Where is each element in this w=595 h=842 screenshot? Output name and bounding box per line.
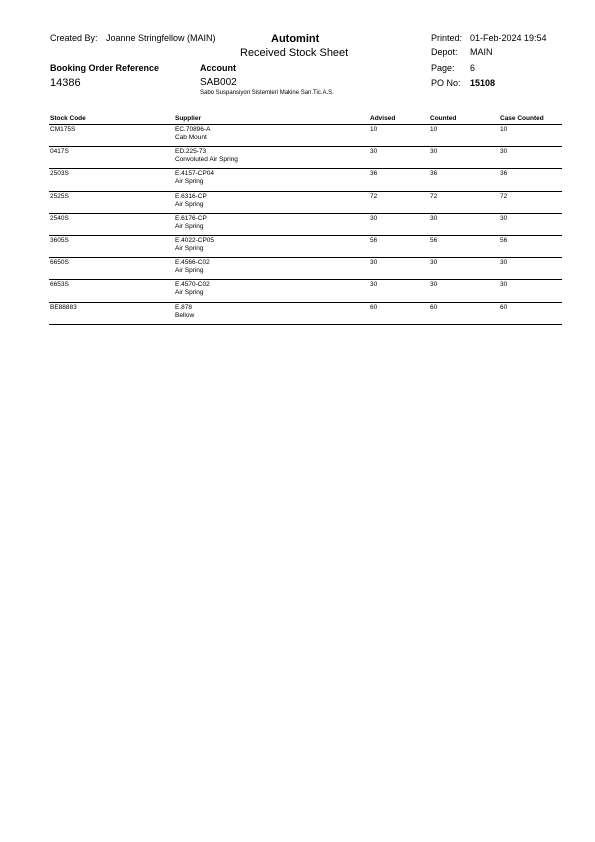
item-description: Bellow [175,311,195,319]
advised-qty: 30 [370,281,378,289]
case-counted-qty: 30 [500,148,508,156]
table-row [49,236,562,258]
account-name: Sabo Suspansiyon Sistemleri Makine San.Tic.A.S. [200,90,334,96]
col-case-counted: Case Counted [500,115,544,122]
supplier-code: E.4157-CP04 [175,170,215,178]
supplier-code: E.4566-C02 [175,259,210,267]
counted-qty: 56 [430,236,438,244]
table-row [49,280,562,302]
item-description: Convoluted Air Spring [175,156,238,164]
page-label: Page: [431,63,455,73]
stock-code: CM175S [50,126,76,133]
table-row [49,125,562,147]
stock-code: 2540S [50,214,69,222]
case-counted-qty: 10 [500,126,508,133]
created-by-value: Joanne Stringfellow (MAIN) [106,33,216,43]
printed-value: 01-Feb-2024 19:54 [470,33,547,43]
item-description: Air Spring [175,289,204,297]
stock-code: 3605S [50,236,69,244]
item-description: Air Spring [175,267,204,275]
printed-label: Printed: [431,33,463,43]
case-counted-qty: 60 [500,303,508,311]
counted-qty: 10 [430,126,438,133]
case-counted-qty: 30 [500,214,508,222]
counted-qty: 30 [430,259,438,267]
table-row [49,303,562,325]
booking-label: Booking Order Reference [50,63,160,73]
supplier-code: E.878 [175,303,192,311]
case-counted-qty: 72 [500,192,508,200]
advised-qty: 30 [370,214,378,222]
counted-qty: 72 [430,192,438,200]
counted-qty: 30 [430,281,438,289]
table-row [49,169,562,191]
advised-qty: 30 [370,148,378,156]
document-title: Received Stock Sheet [240,47,349,59]
supplier-code: E.6176-CP [175,214,207,222]
counted-qty: 60 [430,303,438,311]
case-counted-qty: 30 [500,259,508,267]
counted-qty: 30 [430,214,438,222]
item-description: Air Spring [175,178,204,186]
col-stock-code: Stock Code [50,115,86,122]
stock-table [49,114,562,325]
col-advised: Advised [370,115,396,122]
item-description: Cab Mount [175,134,207,141]
depot-value: MAIN [470,47,493,57]
supplier-code: E.4570-C02 [175,281,210,289]
table-row [49,192,562,214]
stock-code: 2525S [50,192,69,200]
stock-code: 0417S [50,148,69,156]
stock-code: 2503S [50,170,69,178]
booking-value: 14386 [50,77,81,89]
table-row [49,214,562,236]
created-by-label: Created By: [50,33,98,43]
company-name: Automint [271,33,320,45]
advised-qty: 30 [370,259,378,267]
counted-qty: 30 [430,148,438,156]
table-header [49,114,562,125]
stock-code: BE88883 [50,303,77,311]
advised-qty: 10 [370,126,378,133]
account-value: SAB002 [200,77,237,88]
advised-qty: 72 [370,192,378,200]
account-label: Account [200,63,236,73]
po-label: PO No: [431,78,461,88]
table-row [49,147,562,169]
item-description: Air Spring [175,222,204,230]
item-description: Air Spring [175,244,204,252]
col-counted: Counted [430,115,457,122]
supplier-code: ED.225-73 [175,148,207,156]
col-supplier: Supplier [175,115,202,122]
stock-code: 6650S [50,259,69,267]
case-counted-qty: 56 [500,236,508,244]
supplier-code: E.4022-CP05 [175,236,215,244]
supplier-code: E.6316-CP [175,192,207,200]
item-description: Air Spring [175,200,204,208]
stock-code: 6653S [50,281,69,289]
supplier-code: EC.70896-A [175,126,211,133]
counted-qty: 36 [430,170,438,178]
po-value: 15108 [470,78,496,88]
advised-qty: 56 [370,236,378,244]
advised-qty: 36 [370,170,378,178]
depot-label: Depot: [431,47,458,57]
case-counted-qty: 30 [500,281,508,289]
case-counted-qty: 36 [500,170,508,178]
advised-qty: 60 [370,303,378,311]
table-row [49,258,562,280]
page-value: 6 [470,63,476,73]
